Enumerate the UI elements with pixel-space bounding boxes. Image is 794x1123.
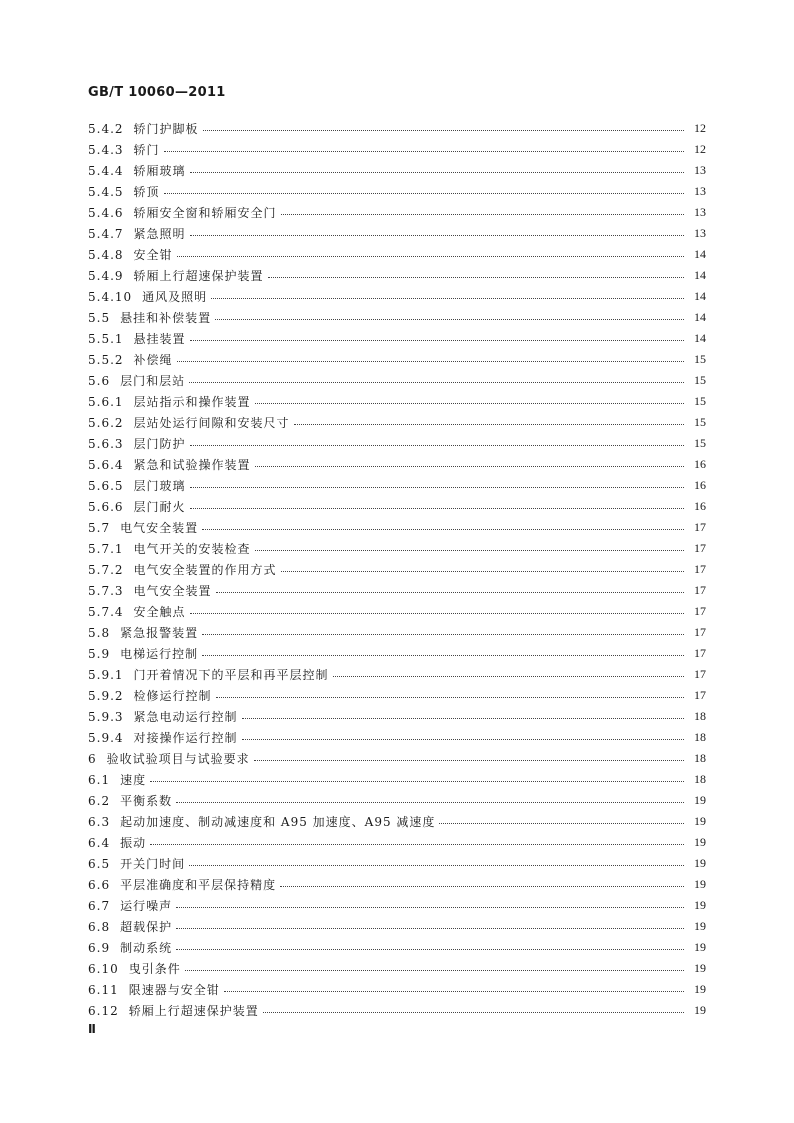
toc-leader-dots: [255, 466, 684, 467]
toc-leader-dots: [190, 487, 684, 488]
toc-entry-title: 速度: [120, 773, 147, 787]
toc-entry-page: 18: [694, 772, 706, 786]
toc-leader-dots: [216, 697, 684, 698]
toc-entry-page: 19: [694, 877, 706, 891]
toc-entry-number: 5.9.4: [88, 730, 124, 745]
toc-entry-number: 5.4.3: [88, 142, 124, 157]
toc-entry[interactable]: [88, 937, 706, 958]
toc-entry-number: 5.6.2: [88, 415, 124, 430]
toc-entry[interactable]: [88, 853, 706, 874]
toc-leader-dots: [281, 571, 684, 572]
toc-entry[interactable]: [88, 832, 706, 853]
toc-entry-title: 轿顶: [133, 185, 160, 199]
toc-entry-title: 曳引条件: [128, 962, 181, 976]
toc-leader-dots: [189, 865, 684, 866]
toc-entry[interactable]: [88, 727, 706, 748]
toc-leader-dots: [164, 193, 684, 194]
toc-entry-page: 17: [694, 646, 706, 660]
toc-entry[interactable]: [88, 538, 706, 559]
toc-entry-number: 6.8: [88, 919, 111, 934]
toc-leader-dots: [439, 823, 684, 824]
toc-leader-dots: [176, 949, 684, 950]
toc-entry-number: 5.4.10: [88, 289, 133, 304]
toc-entry[interactable]: [88, 643, 706, 664]
toc-entry-page: 19: [694, 961, 706, 975]
toc-entry-page: 14: [694, 289, 706, 303]
toc-entry-page: 14: [694, 268, 706, 282]
toc-entry-page: 19: [694, 1003, 706, 1017]
toc-leader-dots: [263, 1012, 684, 1013]
toc-entry[interactable]: [88, 223, 706, 244]
toc-entry-number: 6.1: [88, 772, 111, 787]
toc-entry-title: 平层准确度和平层保持精度: [120, 878, 277, 892]
table-of-contents: [88, 118, 706, 1021]
toc-entry-number: 5.6.1: [88, 394, 124, 409]
toc-entry-page: 16: [694, 457, 706, 471]
toc-entry-page: 15: [694, 373, 706, 387]
toc-entry-page: 13: [694, 184, 706, 198]
toc-leader-dots: [242, 718, 684, 719]
toc-entry-title: 紧急和试验操作装置: [133, 458, 251, 472]
toc-entry[interactable]: [88, 916, 706, 937]
toc-entry[interactable]: [88, 139, 706, 160]
toc-entry-number: 5.7.4: [88, 604, 124, 619]
toc-entry-title: 电梯运行控制: [120, 647, 199, 661]
toc-entry-number: 5.7: [88, 520, 111, 535]
toc-entry-number: 5.4.8: [88, 247, 124, 262]
toc-entry-page: 13: [694, 163, 706, 177]
toc-entry-number: 6.6: [88, 877, 111, 892]
toc-entry-number: 6.10: [88, 961, 119, 976]
toc-leader-dots: [177, 256, 684, 257]
toc-entry-title: 对接操作运行控制: [133, 731, 238, 745]
toc-entry-title: 紧急电动运行控制: [133, 710, 238, 724]
toc-entry-number: 5.6.5: [88, 478, 124, 493]
toc-entry-title: 制动系统: [120, 941, 173, 955]
toc-entry[interactable]: [88, 790, 706, 811]
toc-entry[interactable]: [88, 412, 706, 433]
toc-entry[interactable]: [88, 685, 706, 706]
toc-entry-title: 电气安全装置: [120, 521, 199, 535]
toc-entry[interactable]: [88, 391, 706, 412]
toc-leader-dots: [176, 907, 684, 908]
toc-entry-title: 开关门时间: [120, 857, 186, 871]
toc-entry-number: 6.9: [88, 940, 111, 955]
toc-entry-page: 19: [694, 982, 706, 996]
toc-entry-title: 悬挂装置: [133, 332, 186, 346]
toc-entry-page: 14: [694, 331, 706, 345]
toc-entry[interactable]: [88, 748, 706, 769]
toc-entry[interactable]: [88, 580, 706, 601]
toc-entry[interactable]: [88, 475, 706, 496]
toc-entry-page: 17: [694, 604, 706, 618]
toc-entry[interactable]: [88, 496, 706, 517]
toc-leader-dots: [190, 508, 684, 509]
toc-entry-page: 17: [694, 688, 706, 702]
toc-entry-title: 轿门: [133, 143, 160, 157]
toc-entry[interactable]: [88, 160, 706, 181]
toc-entry-title: 层门耐火: [133, 500, 186, 514]
toc-entry[interactable]: [88, 1000, 706, 1021]
toc-leader-dots: [190, 235, 684, 236]
toc-entry-number: 5.9.2: [88, 688, 124, 703]
toc-entry-number: 5.9.3: [88, 709, 124, 724]
toc-leader-dots: [268, 277, 684, 278]
toc-entry-title: 振动: [120, 836, 147, 850]
toc-entry-page: 19: [694, 835, 706, 849]
toc-entry-page: 16: [694, 478, 706, 492]
toc-leader-dots: [176, 928, 684, 929]
toc-entry-title: 层门防护: [133, 437, 186, 451]
toc-entry-page: 14: [694, 310, 706, 324]
toc-entry-number: 5.5.2: [88, 352, 124, 367]
toc-leader-dots: [177, 361, 684, 362]
toc-leader-dots: [216, 592, 684, 593]
toc-entry-title: 轿厢安全窗和轿厢安全门: [133, 206, 277, 220]
toc-entry[interactable]: [88, 769, 706, 790]
toc-entry[interactable]: [88, 664, 706, 685]
toc-entry[interactable]: [88, 706, 706, 727]
document-code: GB/T 10060—2011: [88, 85, 226, 100]
toc-entry-number: 6.7: [88, 898, 111, 913]
toc-entry-title: 层站处运行间隙和安装尺寸: [133, 416, 290, 430]
toc-leader-dots: [333, 676, 684, 677]
toc-entry-page: 19: [694, 940, 706, 954]
toc-entry-page: 13: [694, 226, 706, 240]
toc-entry-number: 5.4.7: [88, 226, 124, 241]
toc-entry[interactable]: [88, 181, 706, 202]
toc-entry-title: 层门和层站: [120, 374, 186, 388]
toc-leader-dots: [150, 781, 684, 782]
toc-entry-title: 层站指示和操作装置: [133, 395, 251, 409]
toc-leader-dots: [190, 172, 684, 173]
toc-entry-number: 5.4.2: [88, 121, 124, 136]
toc-entry-page: 18: [694, 730, 706, 744]
toc-leader-dots: [255, 403, 684, 404]
toc-entry-number: 5.4.5: [88, 184, 124, 199]
toc-leader-dots: [224, 991, 684, 992]
toc-entry-number: 5.9: [88, 646, 111, 661]
toc-entry-number: 6.12: [88, 1003, 119, 1018]
toc-entry-title: 层门玻璃: [133, 479, 186, 493]
toc-entry-page: 17: [694, 562, 706, 576]
toc-entry-number: 5.7.2: [88, 562, 124, 577]
toc-leader-dots: [164, 151, 684, 152]
toc-entry-number: 5.7.1: [88, 541, 124, 556]
toc-leader-dots: [202, 529, 684, 530]
page-number: Ⅱ: [88, 1022, 96, 1036]
toc-leader-dots: [254, 760, 684, 761]
toc-entry-number: 6.4: [88, 835, 111, 850]
toc-leader-dots: [203, 130, 684, 131]
toc-entry-title: 超载保护: [120, 920, 173, 934]
toc-entry[interactable]: [88, 601, 706, 622]
toc-entry[interactable]: [88, 874, 706, 895]
toc-entry[interactable]: [88, 307, 706, 328]
toc-leader-dots: [281, 214, 684, 215]
toc-entry-number: 5.7.3: [88, 583, 124, 598]
toc-entry-title: 悬挂和补偿装置: [120, 311, 212, 325]
toc-entry-page: 17: [694, 520, 706, 534]
toc-entry-title: 安全钳: [133, 248, 173, 262]
toc-leader-dots: [150, 844, 684, 845]
toc-leader-dots: [190, 613, 684, 614]
toc-entry-title: 限速器与安全钳: [128, 983, 220, 997]
toc-entry-page: 19: [694, 898, 706, 912]
toc-entry[interactable]: [88, 559, 706, 580]
toc-entry[interactable]: [88, 517, 706, 538]
toc-leader-dots: [190, 340, 684, 341]
toc-entry[interactable]: [88, 328, 706, 349]
toc-entry-title: 起动加速度、制动减速度和 A95 加速度、A95 减速度: [120, 815, 436, 829]
toc-entry-number: 5.4.9: [88, 268, 124, 283]
toc-leader-dots: [280, 886, 684, 887]
toc-entry-title: 轿门护脚板: [133, 122, 199, 136]
toc-entry-title: 运行噪声: [120, 899, 173, 913]
toc-leader-dots: [202, 634, 684, 635]
toc-entry-title: 安全触点: [133, 605, 186, 619]
toc-entry-number: 5.6.3: [88, 436, 124, 451]
toc-entry-page: 17: [694, 625, 706, 639]
toc-entry-page: 17: [694, 541, 706, 555]
toc-entry-number: 5.6.4: [88, 457, 124, 472]
toc-leader-dots: [202, 655, 684, 656]
toc-entry[interactable]: [88, 202, 706, 223]
toc-entry[interactable]: [88, 811, 706, 832]
toc-leader-dots: [185, 970, 684, 971]
toc-entry[interactable]: [88, 370, 706, 391]
toc-entry[interactable]: [88, 454, 706, 475]
toc-leader-dots: [242, 739, 684, 740]
toc-entry-number: 5.4.4: [88, 163, 124, 178]
toc-entry-page: 12: [694, 121, 706, 135]
toc-entry-page: 19: [694, 814, 706, 828]
toc-entry-number: 6.5: [88, 856, 111, 871]
toc-entry[interactable]: [88, 433, 706, 454]
toc-leader-dots: [190, 445, 684, 446]
toc-entry-number: 6.2: [88, 793, 111, 808]
toc-entry-page: 14: [694, 247, 706, 261]
toc-entry-page: 13: [694, 205, 706, 219]
toc-leader-dots: [211, 298, 684, 299]
toc-entry-title: 验收试验项目与试验要求: [106, 752, 250, 766]
toc-entry-title: 轿厢玻璃: [133, 164, 186, 178]
toc-entry-page: 19: [694, 856, 706, 870]
toc-entry-number: 6.3: [88, 814, 111, 829]
toc-leader-dots: [255, 550, 684, 551]
toc-entry-number: 5.5: [88, 310, 111, 325]
toc-entry-title: 轿厢上行超速保护装置: [133, 269, 264, 283]
toc-entry[interactable]: [88, 895, 706, 916]
toc-entry-page: 15: [694, 436, 706, 450]
toc-entry-number: 5.8: [88, 625, 111, 640]
toc-entry-page: 17: [694, 667, 706, 681]
toc-entry-page: 18: [694, 751, 706, 765]
toc-entry-page: 15: [694, 415, 706, 429]
toc-entry[interactable]: [88, 118, 706, 139]
toc-entry-number: 6.11: [88, 982, 119, 997]
toc-entry-title: 紧急报警装置: [120, 626, 199, 640]
toc-entry-title: 电气安全装置: [133, 584, 212, 598]
toc-entry[interactable]: [88, 349, 706, 370]
toc-entry-page: 15: [694, 352, 706, 366]
toc-leader-dots: [215, 319, 684, 320]
toc-entry[interactable]: [88, 979, 706, 1000]
toc-entry-number: 5.9.1: [88, 667, 124, 682]
toc-leader-dots: [189, 382, 684, 383]
toc-leader-dots: [294, 424, 684, 425]
toc-entry-number: 5.6.6: [88, 499, 124, 514]
toc-entry-page: 18: [694, 709, 706, 723]
toc-entry-page: 19: [694, 793, 706, 807]
toc-entry-title: 平衡系数: [120, 794, 173, 808]
toc-entry[interactable]: [88, 958, 706, 979]
toc-entry-title: 通风及照明: [142, 290, 208, 304]
toc-entry[interactable]: [88, 286, 706, 307]
toc-entry-page: 16: [694, 499, 706, 513]
toc-entry-number: 6: [88, 751, 97, 766]
toc-entry-page: 12: [694, 142, 706, 156]
toc-entry[interactable]: [88, 244, 706, 265]
toc-entry-title: 电气安全装置的作用方式: [133, 563, 277, 577]
toc-entry-number: 5.6: [88, 373, 111, 388]
toc-entry[interactable]: [88, 265, 706, 286]
toc-entry-page: 17: [694, 583, 706, 597]
toc-leader-dots: [176, 802, 684, 803]
toc-entry-title: 紧急照明: [133, 227, 186, 241]
toc-entry-title: 电气开关的安装检查: [133, 542, 251, 556]
toc-entry[interactable]: [88, 622, 706, 643]
toc-entry-title: 门开着情况下的平层和再平层控制: [133, 668, 329, 682]
toc-entry-number: 5.5.1: [88, 331, 124, 346]
toc-entry-title: 轿厢上行超速保护装置: [128, 1004, 259, 1018]
toc-entry-number: 5.4.6: [88, 205, 124, 220]
toc-entry-title: 检修运行控制: [133, 689, 212, 703]
toc-entry-page: 19: [694, 919, 706, 933]
toc-entry-page: 15: [694, 394, 706, 408]
toc-entry-title: 补偿绳: [133, 353, 173, 367]
